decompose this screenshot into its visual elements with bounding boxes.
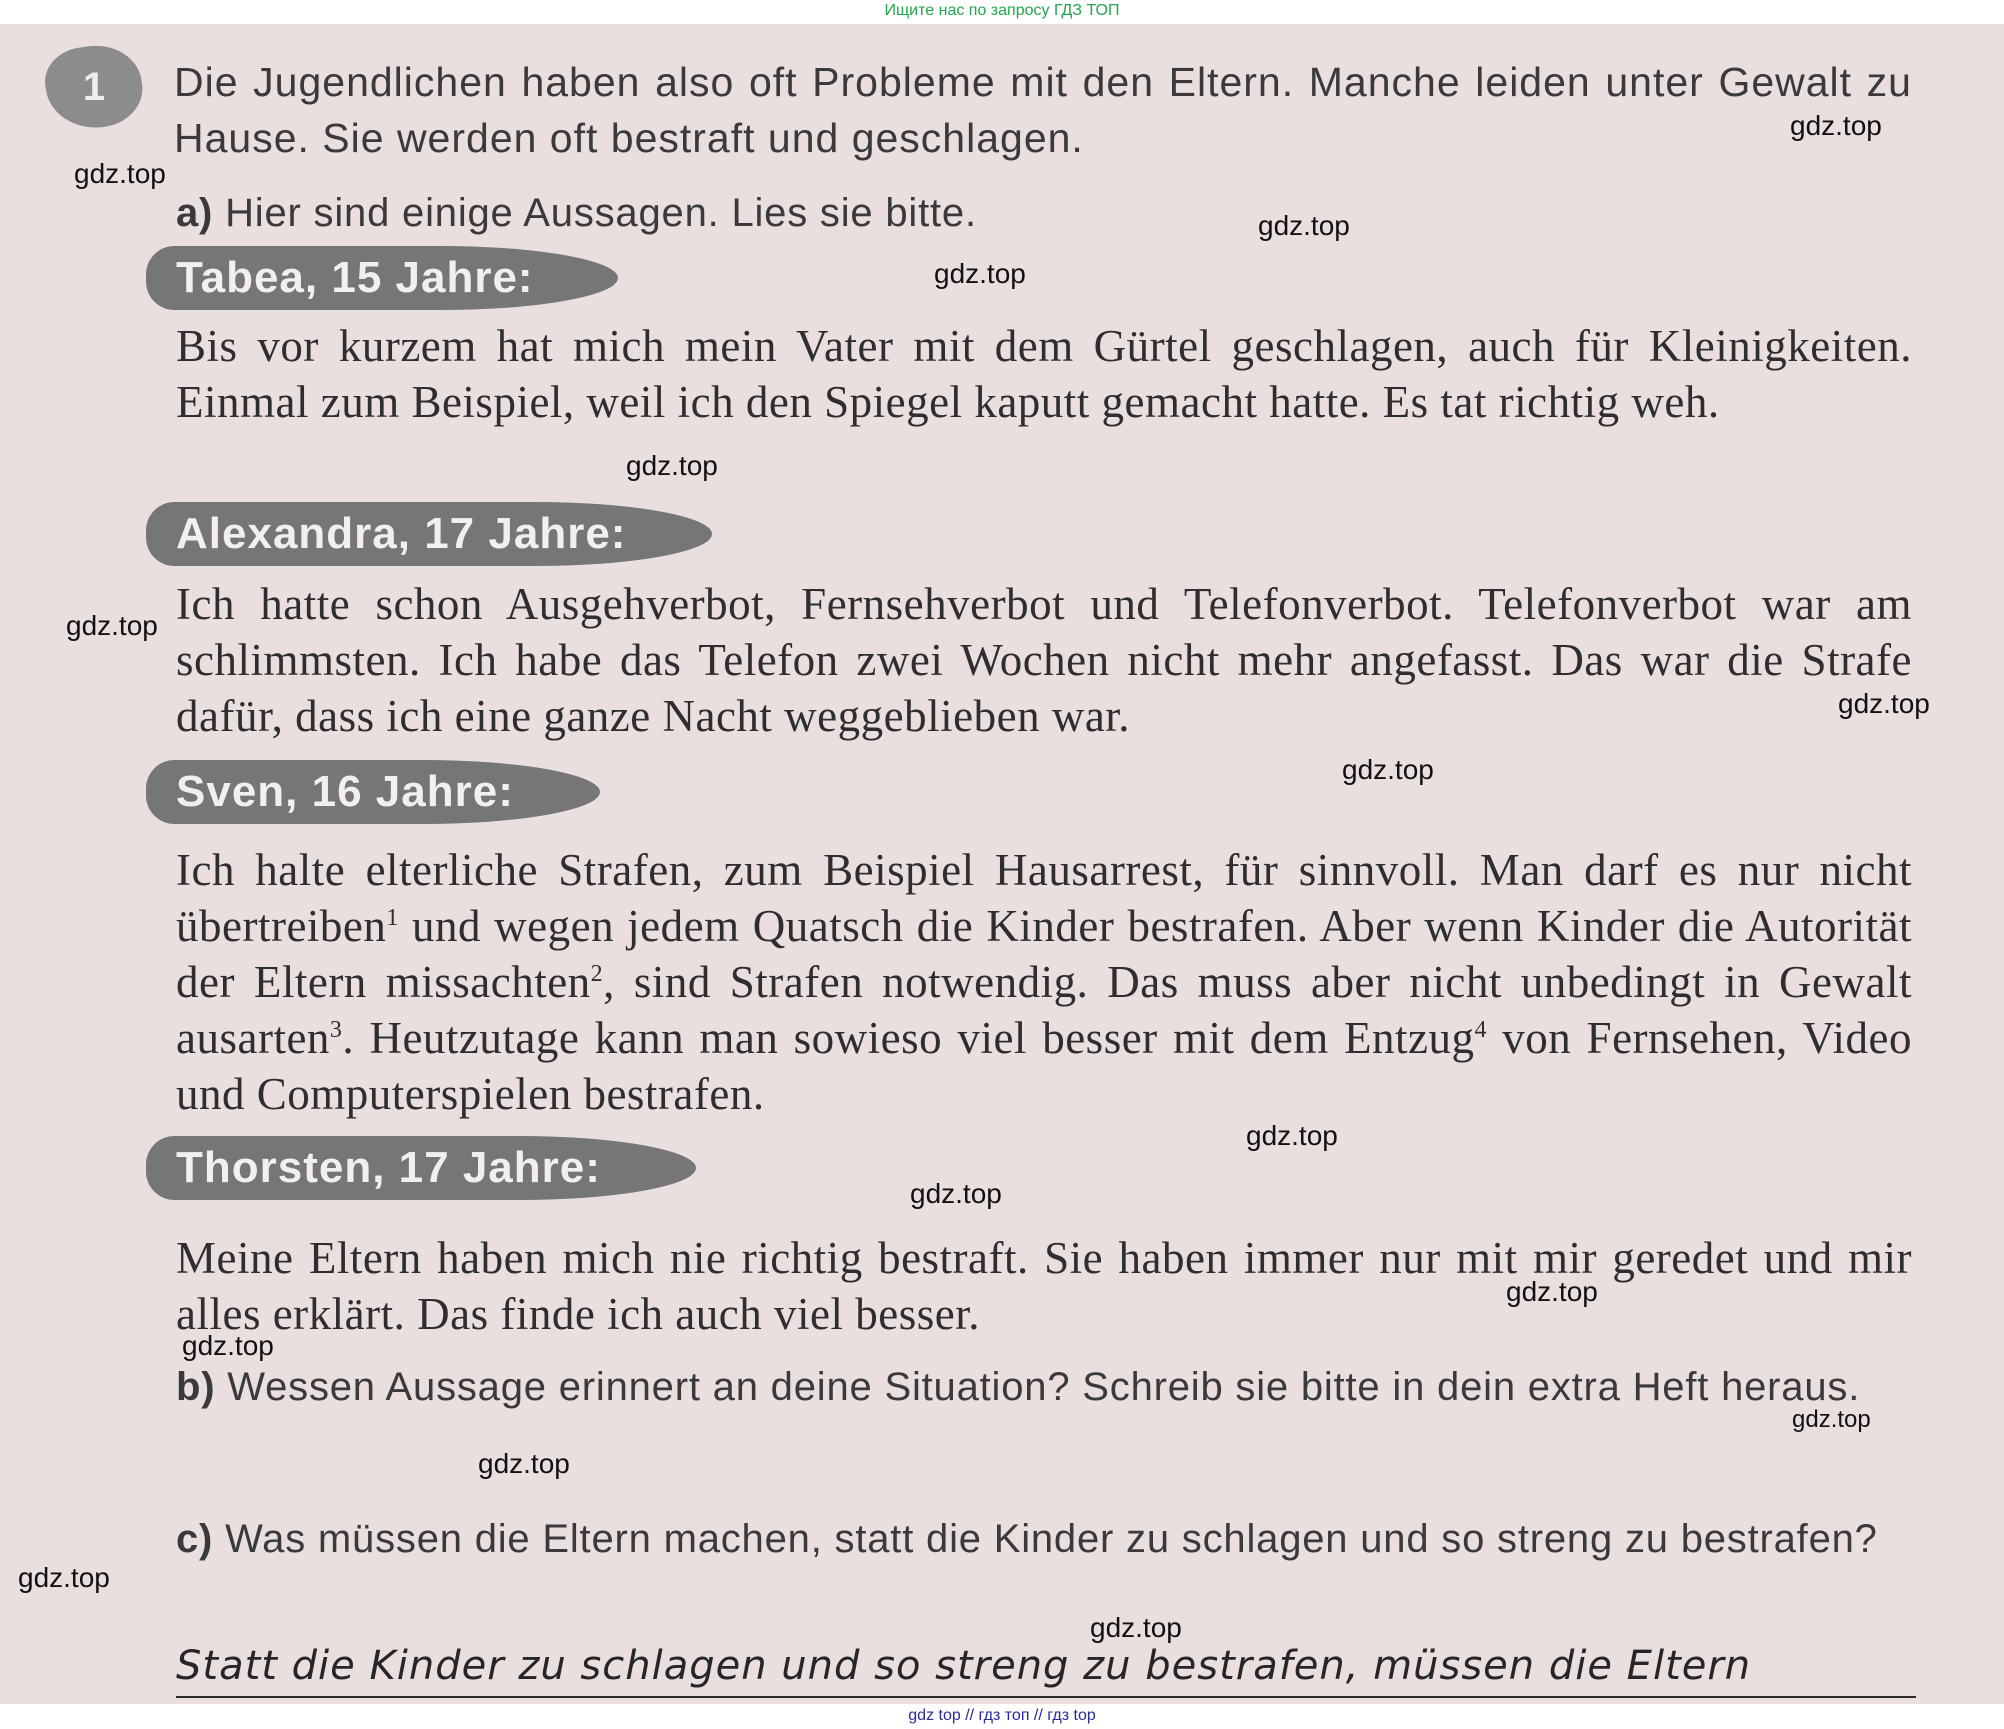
- task-b: [176, 1358, 1916, 1416]
- task-c-letter: c): [176, 1517, 214, 1561]
- watermark: gdz.top: [1792, 1406, 1871, 1433]
- watermark: gdz.top: [18, 1562, 110, 1593]
- task-a-letter: a): [176, 191, 214, 235]
- watermark: gdz.top: [66, 610, 158, 641]
- quote-tabea: Bis vor kurzem hat mich mein Vater mit dem Gürtel geschlagen, auch für Kleinigkeiten. Einmal zum Beispiel, weil ich den Spiegel kaputt gemacht hatte. Es tat richtig weh.: [176, 321, 1912, 427]
- footnote-4: 4: [1474, 1017, 1487, 1043]
- watermark: gdz.top: [1342, 754, 1434, 785]
- watermark: gdz.top: [910, 1178, 1002, 1209]
- quote-sven-part4: . Heutzutage kann man sowieso viel besser mit dem Entzug: [342, 1013, 1475, 1063]
- quote-sven-part3: , sind Strafen notwendig. Das muss aber nicht unbedingt in Gewalt ausarten: [176, 957, 1912, 1063]
- quote-sven-part2: und wegen jedem Quatsch die Kinder bestrafen. Aber wenn Kinder die Autorität der Eltern missachten: [176, 901, 1912, 1007]
- watermark: gdz.top: [1090, 1612, 1182, 1643]
- watermark: gdz.top: [74, 158, 166, 189]
- task-c-text: Was müssen die Eltern machen, statt die Kinder zu schlagen und so streng zu bestrafen?: [225, 1517, 1878, 1561]
- task-a: [176, 184, 1916, 242]
- handwritten-answer-line: Statt die Kinder zu schlagen und so streng zu bestrafen, müssen die Eltern: [176, 1636, 1916, 1698]
- watermark: gdz.top: [478, 1448, 570, 1479]
- watermark: gdz.top: [934, 258, 1026, 289]
- task-b-letter: b): [176, 1365, 216, 1409]
- watermark: gdz.top: [182, 1330, 274, 1361]
- quote-sven-part5: von Fernsehen, Video und Computerspielen bestrafen.: [176, 1013, 1912, 1119]
- task-a-text: Hier sind einige Aussagen. Lies sie bitte.: [225, 191, 977, 235]
- speaker-label-alexandra: Alexandra, 17 Jahre:: [146, 502, 712, 566]
- watermark: gdz.top: [1258, 210, 1350, 241]
- watermark: gdz.top: [1506, 1276, 1598, 1307]
- speaker-label-thorsten: Thorsten, 17 Jahre:: [146, 1136, 696, 1200]
- exercise-intro: Die Jugendlichen haben also oft Probleme mit den Eltern. Manche leiden unter Gewalt zu Hause. Sie werden oft bestraft und geschlagen.: [174, 59, 1912, 161]
- footnote-3: 3: [329, 1017, 343, 1043]
- footnote-2: 2: [590, 961, 604, 987]
- task-c: [176, 1510, 1916, 1568]
- textbook-page: [0, 24, 2004, 1704]
- speaker-label-tabea: Tabea, 15 Jahre:: [146, 246, 618, 310]
- quote-sven-part1: Ich halte elterliche Strafen, zum Beispiel Hausarrest, für sinnvoll. Man darf es nur nicht übertreiben: [176, 845, 1912, 951]
- speaker-label-sven: Sven, 16 Jahre:: [146, 760, 600, 824]
- footnote-1: 1: [386, 905, 399, 931]
- top-banner[interactable]: Ищите нас по запросу ГДЗ ТОП: [884, 2, 1120, 19]
- watermark: gdz.top: [1246, 1120, 1338, 1151]
- exercise-number-badge: [41, 40, 147, 135]
- exercise-number: 1: [82, 65, 106, 109]
- watermark: gdz.top: [626, 450, 718, 481]
- task-b-text: Wessen Aussage erinnert an deine Situation? Schreib sie bitte in dein extra Heft heraus.: [227, 1365, 1861, 1409]
- quote-sven: [176, 842, 1912, 1122]
- watermark: gdz.top: [1790, 110, 1882, 141]
- quote-alexandra: Ich hatte schon Ausgehverbot, Fernsehverbot und Telefonverbot. Telefonverbot war am schlimmsten. Ich habe das Telefon zwei Wochen nicht mehr angefasst. Das war die Strafe dafür, dass ich eine ganze Nacht weggeblieben war.: [176, 579, 1912, 741]
- bottom-banner[interactable]: gdz top // гдз топ // гдз top: [908, 1707, 1096, 1724]
- quote-thorsten: Meine Eltern haben mich nie richtig bestraft. Sie haben immer nur mit mir geredet und mir alles erklärt. Das finde ich auch viel besser.: [176, 1233, 1912, 1339]
- watermark: gdz.top: [1838, 688, 1930, 719]
